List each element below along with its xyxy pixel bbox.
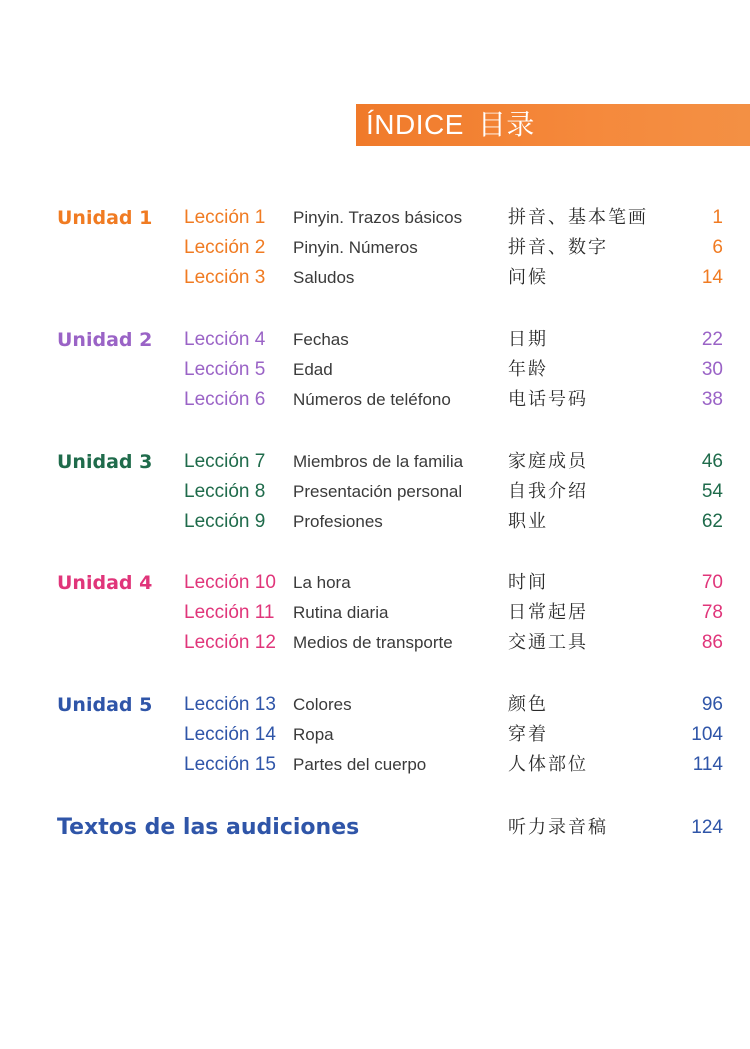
lesson-number: Lección 9 (184, 511, 266, 532)
lesson-title-es: Partes del cuerpo (293, 755, 427, 774)
lesson-page: 30 (701, 359, 723, 380)
lesson-row[interactable] (0, 598, 750, 628)
lesson-page: 46 (701, 451, 723, 472)
unit-label: Unidad 1 (57, 207, 153, 229)
lesson-row[interactable] (0, 507, 750, 537)
lesson-page: 6 (712, 237, 723, 258)
lesson-number: Lección 8 (184, 481, 266, 502)
lesson-title-es: Pinyin. Trazos básicos (293, 208, 463, 227)
lesson-page: 114 (692, 754, 723, 775)
lesson-title-zh: 自我介绍 (508, 481, 588, 502)
lesson-title-es: Colores (293, 695, 352, 714)
lesson-title-zh: 人体部位 (508, 754, 588, 775)
lesson-number: Lección 12 (184, 632, 276, 653)
lesson-row[interactable] (0, 568, 750, 598)
index-header-banner (356, 104, 750, 146)
lesson-number: Lección 3 (184, 267, 266, 288)
lesson-row[interactable] (0, 325, 750, 355)
lesson-title-es: Miembros de la familia (293, 452, 464, 471)
lesson-title-zh: 职业 (508, 511, 548, 532)
lesson-number: Lección 13 (184, 694, 276, 715)
lesson-title-es: Pinyin. Números (293, 238, 418, 257)
lesson-row[interactable] (0, 628, 750, 658)
lesson-title-zh: 问候 (508, 267, 548, 288)
lesson-page: 104 (691, 724, 723, 745)
lesson-title-zh: 年龄 (508, 359, 548, 380)
unit-label: Unidad 3 (57, 451, 153, 473)
lesson-title-es: Fechas (293, 330, 349, 349)
lesson-title-zh: 拼音、数字 (508, 237, 608, 258)
lesson-title-zh: 交通工具 (508, 632, 588, 653)
lesson-number: Lección 2 (184, 237, 266, 258)
audio-texts-page: 124 (691, 817, 723, 838)
lesson-row[interactable] (0, 263, 750, 293)
lesson-number: Lección 15 (184, 754, 276, 775)
lesson-number: Lección 5 (184, 359, 266, 380)
lesson-row[interactable] (0, 690, 750, 720)
lesson-number: Lección 4 (184, 329, 266, 350)
lesson-title-zh: 拼音、基本笔画 (508, 207, 648, 228)
lesson-row[interactable] (0, 355, 750, 385)
lesson-row[interactable] (0, 477, 750, 507)
lesson-row[interactable] (0, 203, 750, 233)
lesson-number: Lección 14 (184, 724, 276, 745)
lesson-page: 14 (701, 267, 723, 288)
lesson-number: Lección 10 (184, 572, 276, 593)
lesson-title-es: Medios de transporte (293, 633, 453, 652)
audio-texts-entry[interactable] (0, 812, 750, 844)
unit-label: Unidad 2 (57, 329, 153, 351)
audio-texts-label: Textos de las audiciones (57, 815, 360, 840)
lesson-title-es: La hora (293, 573, 351, 592)
lesson-page: 96 (701, 694, 723, 715)
lesson-title-zh: 颜色 (508, 694, 548, 715)
lesson-title-zh: 日常起居 (508, 602, 588, 623)
index-title-zh: 目录 (477, 108, 535, 141)
lesson-row[interactable] (0, 447, 750, 477)
lesson-title-es: Rutina diaria (293, 603, 389, 622)
lesson-row[interactable] (0, 385, 750, 415)
lesson-title-es: Profesiones (293, 512, 383, 531)
lesson-title-zh: 日期 (508, 329, 548, 350)
lesson-row[interactable] (0, 750, 750, 780)
lesson-page: 1 (712, 207, 723, 228)
lesson-number: Lección 7 (184, 451, 266, 472)
lesson-title-zh: 时间 (508, 572, 548, 593)
lesson-page: 62 (701, 511, 723, 532)
lesson-title-zh: 电话号码 (508, 389, 588, 410)
audio-texts-title-zh: 听力录音稿 (508, 817, 608, 838)
lesson-page: 70 (701, 572, 723, 593)
lesson-row[interactable] (0, 233, 750, 263)
unit-label: Unidad 4 (57, 572, 153, 594)
lesson-number: Lección 6 (184, 389, 266, 410)
lesson-page: 38 (701, 389, 723, 410)
lesson-title-es: Saludos (293, 268, 355, 287)
lesson-title-zh: 穿着 (508, 724, 548, 745)
index-title-es: ÍNDICE (366, 109, 464, 140)
unit-label: Unidad 5 (57, 694, 153, 716)
lesson-title-es: Ropa (293, 725, 334, 744)
lesson-title-es: Números de teléfono (293, 390, 451, 409)
lesson-title-zh: 家庭成员 (508, 451, 588, 472)
lesson-title-es: Edad (293, 360, 333, 379)
lesson-title-es: Presentación personal (293, 482, 463, 501)
lesson-page: 54 (701, 481, 723, 502)
lesson-page: 78 (701, 602, 723, 623)
lesson-number: Lección 1 (184, 207, 266, 228)
lesson-page: 86 (701, 632, 723, 653)
index-title (366, 106, 535, 144)
lesson-page: 22 (701, 329, 723, 350)
lesson-number: Lección 11 (184, 602, 275, 623)
lesson-row[interactable] (0, 720, 750, 750)
